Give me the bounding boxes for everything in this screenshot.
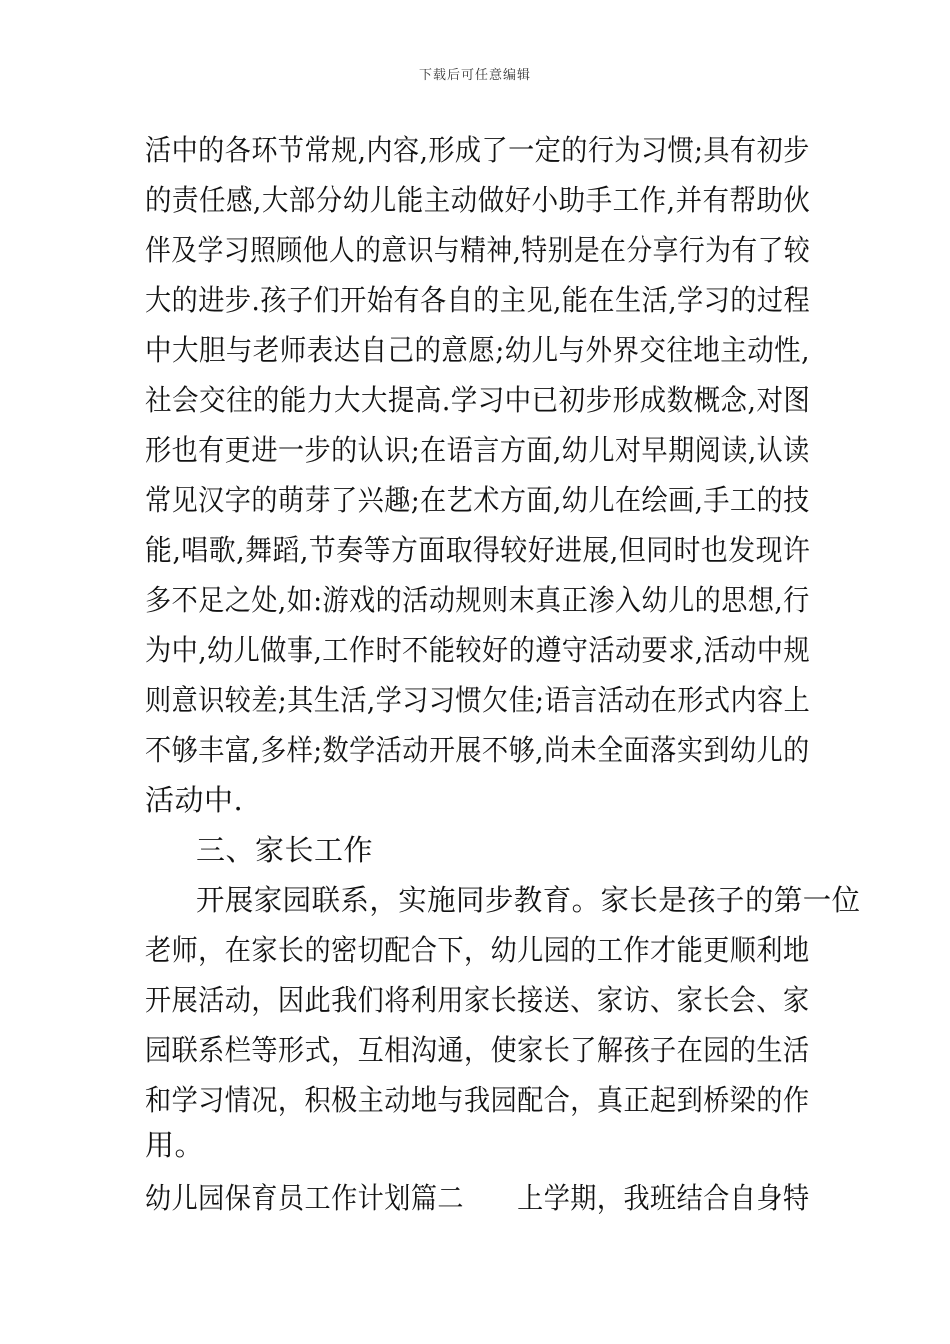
text-line: 伴及学习照顾他人的意识与精神,特别是在分享行为有了较 — [145, 233, 811, 267]
text-line: 用。 — [145, 1128, 205, 1162]
text-line: 活中的各环节常规,内容,形成了一定的行为习惯;具有初步 — [145, 133, 810, 167]
text-line: 幼儿园保育员工作计划篇二 上学期，我班结合自身特 — [145, 1181, 810, 1215]
text-line: 能,唱歌,舞蹈,节奏等方面取得较好进展,但同时也发现许 — [145, 533, 811, 567]
text-line: 开展活动，因此我们将利用家长接送、家访、家长会、家 — [145, 983, 810, 1017]
text-line: 开展家园联系，实施同步教育。家长是孩子的第一位 — [196, 883, 861, 917]
text-line: 老师，在家长的密切配合下，幼儿园的工作才能更顺利地 — [145, 933, 810, 967]
text-line: 活动中. — [145, 783, 244, 817]
text-line: 社会交往的能力大大提高.学习中已初步形成数概念,对图 — [145, 383, 811, 417]
text-line: 常见汉字的萌芽了兴趣;在艺术方面,幼儿在绘画,手工的技 — [145, 483, 810, 517]
text-line: 的责任感,大部分幼儿能主动做好小助手工作,并有帮助伙 — [145, 183, 811, 217]
section-heading: 三、家长工作 — [196, 833, 374, 867]
text-line: 园联系栏等形式，互相沟通，使家长了解孩子在园的生活 — [145, 1033, 810, 1067]
text-line: 中大胆与老师表达自己的意愿;幼儿与外界交往地主动性, — [145, 333, 810, 367]
text-line: 多不足之处,如:游戏的活动规则末真正渗入幼儿的思想,行 — [145, 583, 810, 617]
page-header: 下载后可任意编辑 — [418, 68, 531, 83]
text-line: 则意识较差;其生活,学习习惯欠佳;语言活动在形式内容上 — [145, 683, 811, 717]
text-line: 大的进步.孩子们开始有各自的主见,能在生活,学习的过程 — [145, 283, 811, 317]
text-line: 和学习情况，积极主动地与我园配合，真正起到桥梁的作 — [145, 1083, 810, 1117]
text-line: 不够丰富,多样;数学活动开展不够,尚未全面落实到幼儿的 — [145, 733, 810, 767]
text-line: 形也有更进一步的认识;在语言方面,幼儿对早期阅读,认读 — [145, 433, 810, 467]
text-line: 为中,幼儿做事,工作时不能较好的遵守活动要求,活动中规 — [145, 633, 811, 667]
